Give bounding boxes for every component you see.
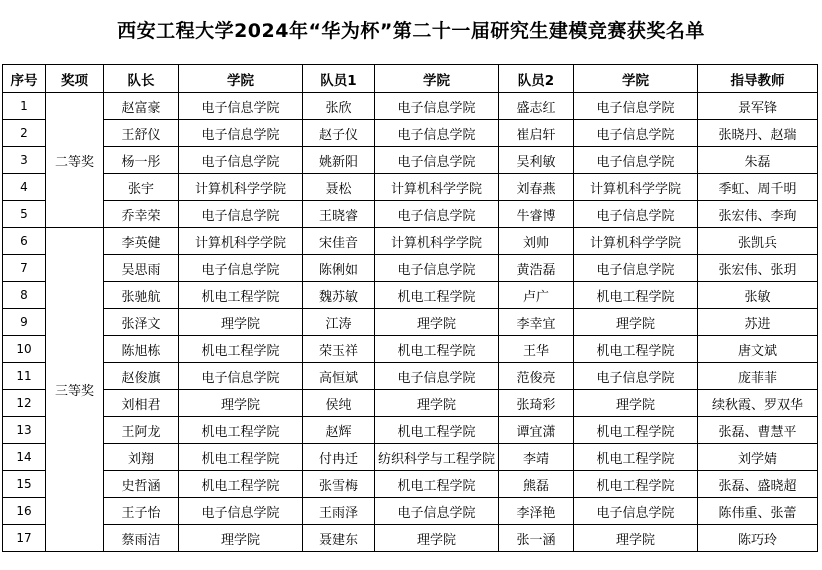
advisor-cell: 苏进 <box>698 309 818 336</box>
header-award: 奖项 <box>46 65 104 93</box>
table-body <box>3 93 818 552</box>
advisor-cell: 景军锋 <box>698 93 818 120</box>
captain-college-cell: 机电工程学院 <box>179 417 303 444</box>
member1-cell: 荣玉祥 <box>303 336 375 363</box>
captain-college-cell: 机电工程学院 <box>179 444 303 471</box>
member1-college-cell: 电子信息学院 <box>375 498 499 525</box>
member2-college-cell: 机电工程学院 <box>574 471 698 498</box>
advisor-cell: 张磊、盛晓超 <box>698 471 818 498</box>
table-row <box>3 147 818 174</box>
member2-cell: 盛志红 <box>499 93 574 120</box>
advisor-cell: 张晓丹、赵瑞 <box>698 120 818 147</box>
member1-cell: 王晓睿 <box>303 201 375 228</box>
member2-college-cell: 理学院 <box>574 390 698 417</box>
captain-cell: 刘翔 <box>104 444 179 471</box>
row-number-cell: 16 <box>3 498 46 525</box>
captain-cell: 王舒仪 <box>104 120 179 147</box>
member1-college-cell: 电子信息学院 <box>375 363 499 390</box>
member2-college-cell: 机电工程学院 <box>574 336 698 363</box>
member2-cell: 李幸宜 <box>499 309 574 336</box>
row-number-cell: 10 <box>3 336 46 363</box>
member2-college-cell: 电子信息学院 <box>574 93 698 120</box>
row-number-cell: 13 <box>3 417 46 444</box>
award-level-cell: 二等奖 <box>46 93 104 228</box>
member2-cell: 范俊亮 <box>499 363 574 390</box>
header-member-1: 队员1 <box>303 65 375 93</box>
member1-college-cell: 电子信息学院 <box>375 255 499 282</box>
captain-college-cell: 机电工程学院 <box>179 282 303 309</box>
member1-college-cell: 电子信息学院 <box>375 93 499 120</box>
advisor-cell: 陈伟重、张蕾 <box>698 498 818 525</box>
advisor-cell: 张宏伟、张玥 <box>698 255 818 282</box>
captain-college-cell: 电子信息学院 <box>179 363 303 390</box>
advisor-cell: 张宏伟、李珣 <box>698 201 818 228</box>
member1-cell: 江涛 <box>303 309 375 336</box>
member2-cell: 谭宜潇 <box>499 417 574 444</box>
captain-college-cell: 机电工程学院 <box>179 471 303 498</box>
member1-college-cell: 理学院 <box>375 309 499 336</box>
row-number-cell: 12 <box>3 390 46 417</box>
captain-college-cell: 电子信息学院 <box>179 120 303 147</box>
member1-college-cell: 纺织科学与工程学院 <box>375 444 499 471</box>
captain-cell: 赵俊旗 <box>104 363 179 390</box>
table-row <box>3 390 818 417</box>
advisor-cell: 朱磊 <box>698 147 818 174</box>
captain-college-cell: 计算机科学学院 <box>179 174 303 201</box>
captain-college-cell: 电子信息学院 <box>179 93 303 120</box>
captain-college-cell: 电子信息学院 <box>179 498 303 525</box>
member2-college-cell: 机电工程学院 <box>574 282 698 309</box>
row-number-cell: 9 <box>3 309 46 336</box>
member1-cell: 付冉迁 <box>303 444 375 471</box>
member1-college-cell: 电子信息学院 <box>375 120 499 147</box>
advisor-cell: 季虹、周千明 <box>698 174 818 201</box>
table-row <box>3 309 818 336</box>
table-row <box>3 282 818 309</box>
advisor-cell: 张敏 <box>698 282 818 309</box>
captain-cell: 乔幸荣 <box>104 201 179 228</box>
row-number-cell: 6 <box>3 228 46 255</box>
member1-cell: 张欣 <box>303 93 375 120</box>
member1-college-cell: 机电工程学院 <box>375 336 499 363</box>
member2-cell: 刘春燕 <box>499 174 574 201</box>
member2-cell: 张一涵 <box>499 525 574 552</box>
table-row <box>3 417 818 444</box>
row-number-cell: 7 <box>3 255 46 282</box>
member1-college-cell: 机电工程学院 <box>375 471 499 498</box>
table-row <box>3 498 818 525</box>
table-row <box>3 471 818 498</box>
member1-cell: 宋佳音 <box>303 228 375 255</box>
table-row <box>3 228 818 255</box>
captain-college-cell: 电子信息学院 <box>179 147 303 174</box>
row-number-cell: 8 <box>3 282 46 309</box>
member1-cell: 聂松 <box>303 174 375 201</box>
member1-cell: 姚新阳 <box>303 147 375 174</box>
table-row <box>3 363 818 390</box>
captain-cell: 刘相君 <box>104 390 179 417</box>
member2-cell: 吴利敏 <box>499 147 574 174</box>
row-number-cell: 11 <box>3 363 46 390</box>
captain-college-cell: 理学院 <box>179 525 303 552</box>
member2-cell: 崔启轩 <box>499 120 574 147</box>
member1-college-cell: 电子信息学院 <box>375 147 499 174</box>
header-advisor: 指导教师 <box>698 65 818 93</box>
member1-cell: 聂建东 <box>303 525 375 552</box>
captain-college-cell: 理学院 <box>179 309 303 336</box>
member2-cell: 李靖 <box>499 444 574 471</box>
captain-cell: 王子怡 <box>104 498 179 525</box>
member2-college-cell: 计算机科学学院 <box>574 228 698 255</box>
member1-cell: 张雪梅 <box>303 471 375 498</box>
captain-cell: 陈旭栋 <box>104 336 179 363</box>
captain-cell: 赵富豪 <box>104 93 179 120</box>
member1-college-cell: 理学院 <box>375 390 499 417</box>
member2-college-cell: 机电工程学院 <box>574 444 698 471</box>
table-row <box>3 201 818 228</box>
table-row <box>3 525 818 552</box>
member1-cell: 魏苏敏 <box>303 282 375 309</box>
captain-cell: 张驰航 <box>104 282 179 309</box>
member1-cell: 赵辉 <box>303 417 375 444</box>
row-number-cell: 3 <box>3 147 46 174</box>
member2-cell: 刘帅 <box>499 228 574 255</box>
member1-cell: 侯纯 <box>303 390 375 417</box>
member2-college-cell: 电子信息学院 <box>574 147 698 174</box>
table-row <box>3 336 818 363</box>
captain-cell: 张泽文 <box>104 309 179 336</box>
captain-college-cell: 机电工程学院 <box>179 336 303 363</box>
member2-cell: 牛睿博 <box>499 201 574 228</box>
member1-college-cell: 理学院 <box>375 525 499 552</box>
member2-college-cell: 电子信息学院 <box>574 363 698 390</box>
row-number-cell: 2 <box>3 120 46 147</box>
table-row <box>3 120 818 147</box>
header-row <box>3 65 818 93</box>
member1-college-cell: 机电工程学院 <box>375 282 499 309</box>
captain-cell: 蔡雨洁 <box>104 525 179 552</box>
member2-cell: 熊磊 <box>499 471 574 498</box>
header-captain: 队长 <box>104 65 179 93</box>
member2-college-cell: 理学院 <box>574 309 698 336</box>
advisor-cell: 张凯兵 <box>698 228 818 255</box>
captain-cell: 王阿龙 <box>104 417 179 444</box>
member2-college-cell: 电子信息学院 <box>574 201 698 228</box>
table-row <box>3 255 818 282</box>
member2-college-cell: 电子信息学院 <box>574 120 698 147</box>
award-table <box>2 64 818 552</box>
table-row <box>3 93 818 120</box>
member2-college-cell: 计算机科学学院 <box>574 174 698 201</box>
member1-college-cell: 计算机科学学院 <box>375 228 499 255</box>
header-college-2: 学院 <box>375 65 499 93</box>
captain-cell: 张宇 <box>104 174 179 201</box>
member1-college-cell: 机电工程学院 <box>375 417 499 444</box>
member2-college-cell: 机电工程学院 <box>574 417 698 444</box>
member2-cell: 黄浩磊 <box>499 255 574 282</box>
header-member-2: 队员2 <box>499 65 574 93</box>
member2-college-cell: 电子信息学院 <box>574 498 698 525</box>
member1-cell: 王雨泽 <box>303 498 375 525</box>
captain-cell: 史哲涵 <box>104 471 179 498</box>
row-number-cell: 14 <box>3 444 46 471</box>
member2-cell: 张琦彩 <box>499 390 574 417</box>
advisor-cell: 张磊、曹慧平 <box>698 417 818 444</box>
member2-cell: 卢广 <box>499 282 574 309</box>
row-number-cell: 17 <box>3 525 46 552</box>
advisor-cell: 庞菲菲 <box>698 363 818 390</box>
member1-college-cell: 电子信息学院 <box>375 201 499 228</box>
captain-college-cell: 电子信息学院 <box>179 201 303 228</box>
member2-college-cell: 电子信息学院 <box>574 255 698 282</box>
captain-cell: 李英健 <box>104 228 179 255</box>
member1-college-cell: 计算机科学学院 <box>375 174 499 201</box>
member1-cell: 陈俐如 <box>303 255 375 282</box>
advisor-cell: 续秋霞、罗双华 <box>698 390 818 417</box>
member2-cell: 王华 <box>499 336 574 363</box>
row-number-cell: 1 <box>3 93 46 120</box>
header-college-3: 学院 <box>574 65 698 93</box>
advisor-cell: 陈巧玲 <box>698 525 818 552</box>
advisor-cell: 唐文斌 <box>698 336 818 363</box>
table-row <box>3 174 818 201</box>
row-number-cell: 5 <box>3 201 46 228</box>
captain-college-cell: 电子信息学院 <box>179 255 303 282</box>
document-title: 西安工程大学2024年“华为杯”第二十一届研究生建模竞赛获奖名单 <box>117 19 705 42</box>
captain-college-cell: 计算机科学学院 <box>179 228 303 255</box>
header-no: 序号 <box>3 65 46 93</box>
captain-college-cell: 理学院 <box>179 390 303 417</box>
row-number-cell: 4 <box>3 174 46 201</box>
award-level-cell: 三等奖 <box>46 228 104 552</box>
captain-cell: 杨一彤 <box>104 147 179 174</box>
table-row <box>3 444 818 471</box>
header-college-1: 学院 <box>179 65 303 93</box>
member2-college-cell: 理学院 <box>574 525 698 552</box>
member1-cell: 高恒斌 <box>303 363 375 390</box>
advisor-cell: 刘学婧 <box>698 444 818 471</box>
row-number-cell: 15 <box>3 471 46 498</box>
captain-cell: 吴思雨 <box>104 255 179 282</box>
member1-cell: 赵子仪 <box>303 120 375 147</box>
member2-cell: 李泽艳 <box>499 498 574 525</box>
